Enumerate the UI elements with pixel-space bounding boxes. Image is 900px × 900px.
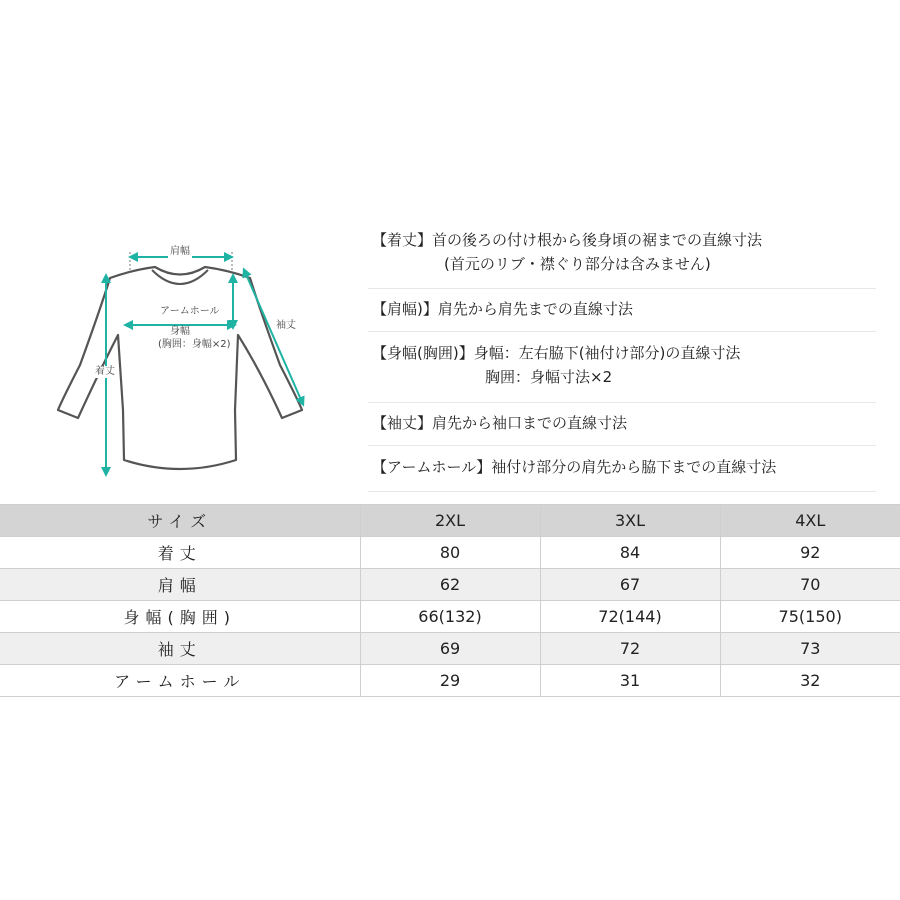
diagram-label-armhole: アームホール [160,306,220,317]
cell-value: 75(150) [720,601,900,633]
row-label: アームホール [0,665,360,697]
desc-shoulder [368,289,876,332]
garment-diagram [40,240,340,490]
diagram-label-width-note: (胸囲：身幅×2) [158,339,231,350]
desc-shoulder-line1: 【肩幅)】肩先から肩先までの直線寸法 [372,300,633,318]
header-size-4xl: 4XL [720,505,900,537]
desc-sleeve-line1: 【袖丈】肩先から袖口までの直線寸法 [372,414,628,432]
desc-length [368,222,876,289]
cell-value: 73 [720,633,900,665]
desc-length-line1: 【着丈】首の後ろの付け根から後身頃の裾までの直線寸法 [372,231,763,249]
diagram-label-width: 身幅 [170,326,190,337]
header-size-3xl: 3XL [540,505,720,537]
table-row [0,633,900,665]
diagram-label-length: 着丈 [95,366,115,377]
cell-value: 80 [360,537,540,569]
cell-value: 66(132) [360,601,540,633]
desc-width [368,332,876,403]
row-label: 身幅(胸囲) [0,601,360,633]
desc-armhole-line1: 【アームホール】袖付け部分の肩先から脇下までの直線寸法 [372,458,777,476]
size-table [0,504,900,697]
cell-value: 29 [360,665,540,697]
row-label: 肩幅 [0,569,360,601]
row-label: 着丈 [0,537,360,569]
cell-value: 72(144) [540,601,720,633]
diagram-label-shoulder: 肩幅 [170,246,190,257]
desc-armhole [368,446,876,492]
table-row [0,665,900,697]
diagram-label-sleeve: 袖丈 [276,320,296,331]
table-header-row [0,505,900,537]
header-size-2xl: 2XL [360,505,540,537]
cell-value: 72 [540,633,720,665]
cell-value: 32 [720,665,900,697]
table-row [0,569,900,601]
cell-value: 67 [540,569,720,601]
row-label: 袖丈 [0,633,360,665]
cell-value: 62 [360,569,540,601]
cell-value: 84 [540,537,720,569]
header-size-label: サイズ [0,505,360,537]
desc-width-line1: 【身幅(胸囲)】身幅：左右脇下(袖付け部分)の直線寸法 [372,344,741,362]
shirt-outline-graphic [40,240,340,490]
measurement-descriptions [368,222,876,492]
table-row [0,601,900,633]
cell-value: 70 [720,569,900,601]
desc-length-line2: (首元のリブ・襟ぐり部分は含みません) [444,255,711,273]
cell-value: 92 [720,537,900,569]
desc-width-line2: 胸囲：身幅寸法×2 [485,368,613,386]
desc-sleeve [368,403,876,446]
cell-value: 31 [540,665,720,697]
table-row [0,537,900,569]
cell-value: 69 [360,633,540,665]
